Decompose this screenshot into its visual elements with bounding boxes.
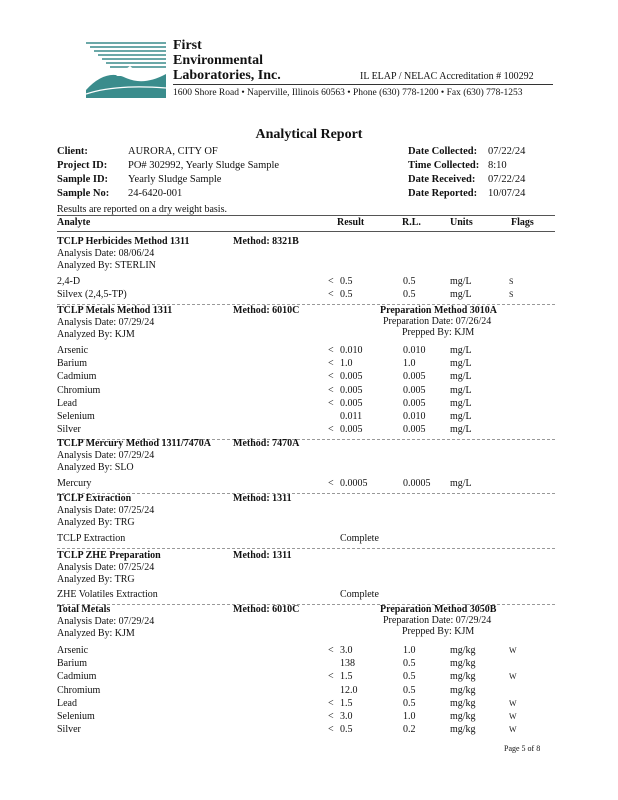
analysis-date: Analysis Date: 07/25/24 [57,505,155,516]
sample-no-label: Sample No: [57,188,110,199]
units: mg/kg [450,711,476,722]
section-method: Method: 6010C [233,305,300,316]
units: mg/kg [450,658,476,670]
company-name-line1: First [173,38,202,53]
result-qualifier: < [328,671,334,683]
prep-date: Preparation Date: 07/29/24 [383,615,492,626]
section-divider [57,548,555,549]
reporting-limit: 1.0 [403,645,416,656]
analyte-name: 2,4-D [57,276,81,287]
analyte-name: Arsenic [57,345,89,356]
company-address: 1600 Shore Road • Naperville, Illinois 60563 • Phone (630) 778-1200 • Fax (630) 778-1253 [173,88,523,98]
units: mg/L [450,478,472,489]
prep-method: Preparation Method 3050B [380,604,497,615]
analysis-date: Analysis Date: 07/29/24 [57,616,155,627]
units: mg/L [450,424,472,436]
units: mg/L [450,371,472,383]
reporting-limit: 0.005 [403,424,426,436]
section-method: Method: 1311 [233,493,292,504]
client-label: Client: [57,146,88,157]
result-qualifier: < [328,276,334,287]
analyzed-by: Analyzed By: TRG [57,517,135,528]
result-value: 0.5 [340,724,353,736]
sample-id-value: Yearly Sludge Sample [128,174,222,185]
result-value: 0.011 [340,411,363,422]
result-value: 0.005 [340,371,363,383]
units: mg/L [450,289,472,301]
date-collected-value: 07/22/24 [488,146,526,157]
column-header [57,217,555,230]
flag: W [509,646,517,655]
accreditation: IL ELAP / NELAC Accreditation # 100292 [360,71,534,82]
company-logo [86,40,168,98]
section-title: TCLP Metals Method 1311 [57,305,173,316]
units: mg/L [450,345,472,356]
result-value: 138 [340,658,355,670]
analyte-name: Silver [57,724,81,736]
analyzed-by: Analyzed By: KJM [57,329,135,340]
flag: W [509,712,517,721]
project-id-value: PO# 302992, Yearly Sludge Sample [128,160,280,171]
units: mg/L [450,411,472,422]
result-qualifier: < [328,397,334,409]
section-divider [57,493,555,494]
prepped-by: Prepped By: KJM [402,327,475,338]
analyte-name: Cadmium [57,371,97,383]
result-qualifier: < [328,711,334,722]
project-id-label: Project ID: [57,160,108,171]
prep-date: Preparation Date: 07/26/24 [383,316,492,327]
col-rl: R.L. [402,217,421,228]
reporting-limit: 0.010 [403,411,426,422]
section-title: TCLP ZHE Preparation [57,550,161,561]
flag: W [509,672,517,682]
reporting-limit: 0.5 [403,658,416,670]
date-received-value: 07/22/24 [488,174,526,185]
units: mg/L [450,358,472,370]
analyte-name: Lead [57,697,77,709]
units: mg/kg [450,697,476,709]
analysis-date: Analysis Date: 07/29/24 [57,317,155,328]
page-number: Page 5 of 8 [504,744,541,753]
company-name-line2: Environmental [173,53,263,68]
units: mg/kg [450,724,476,736]
date-collected-label: Date Collected: [408,146,478,157]
section-title: TCLP Mercury Method 1311/7470A [57,438,211,449]
analyzed-by: Analyzed By: STERLIN [57,260,156,271]
col-units: Units [450,217,473,228]
flag: W [509,698,517,708]
result-value: 0.005 [340,397,363,409]
section-method: Method: 1311 [233,550,292,561]
section-method: Method: 8321B [233,236,299,247]
units: mg/L [450,276,472,287]
result-value: 1.0 [340,358,353,370]
result-value: 0.5 [340,276,353,287]
result-qualifier: < [328,697,334,709]
result-qualifier: < [328,371,334,383]
section-title: TCLP Herbicides Method 1311 [57,236,190,247]
reporting-limit: 0.5 [403,289,416,301]
reporting-limit: 0.5 [403,697,416,709]
result-value: 1.5 [340,697,353,709]
section-title: Total Metals [57,604,111,615]
analyte-name: Silvex (2,4,5-TP) [57,289,127,301]
result-value: 0.010 [340,345,363,356]
result-value: 1.5 [340,671,353,683]
analyte-name: Chromium [57,384,101,396]
col-analyte: Analyte [57,217,91,228]
prepped-by: Prepped By: KJM [402,626,475,637]
section-method: Method: 7470A [233,438,300,449]
units: mg/L [450,397,472,409]
result-qualifier: < [328,724,334,736]
result-value: 0.005 [340,424,363,436]
analyte-name: TCLP Extraction [57,533,126,544]
result-qualifier: < [328,478,334,489]
date-received-label: Date Received: [408,174,476,185]
result-value: 0.5 [340,289,353,301]
reporting-limit: 0.005 [403,397,426,409]
date-reported-value: 10/07/24 [488,188,526,199]
analysis-date: Analysis Date: 07/25/24 [57,562,155,573]
result-qualifier: < [328,289,334,301]
section-title: TCLP Extraction [57,493,132,504]
time-collected-value: 8:10 [488,160,507,171]
flag: W [509,725,517,735]
units: mg/kg [450,645,476,656]
result-value: 0.005 [340,384,363,396]
reporting-limit: 1.0 [403,358,416,370]
basis-note: Results are reported on a dry weight basis. [57,204,227,215]
reporting-limit: 0.0005 [403,478,431,489]
units: mg/kg [450,671,476,683]
analyte-name: ZHE Volatiles Extraction [57,589,158,600]
prep-method: Preparation Method 3010A [380,305,498,316]
sample-id-label: Sample ID: [57,174,109,185]
analyzed-by: Analyzed By: TRG [57,574,135,585]
analyte-name: Barium [57,658,87,670]
analyte-name: Selenium [57,711,95,722]
result-value: 0.0005 [340,478,368,489]
reporting-limit: 0.5 [403,276,416,287]
analyte-name: Mercury [57,478,92,489]
reporting-limit: 0.005 [403,384,426,396]
analyte-name: Selenium [57,411,95,422]
col-flags: Flags [511,217,534,228]
company-name-line3: Laboratories, Inc. [173,68,281,83]
flag: S [509,277,514,286]
time-collected-label: Time Collected: [408,160,480,171]
reporting-limit: 0.5 [403,671,416,683]
result-value: 12.0 [340,684,358,696]
report-title: Analytical Report [255,127,363,142]
result-qualifier: < [328,384,334,396]
result-qualifier: < [328,358,334,370]
result-value: 3.0 [340,645,353,656]
result-qualifier: < [328,645,334,656]
reporting-limit: 0.005 [403,371,426,383]
analyte-name: Chromium [57,684,101,696]
col-result: Result [337,217,365,228]
analyzed-by: Analyzed By: SLO [57,462,134,473]
result-qualifier: < [328,424,334,436]
result-value: 3.0 [340,711,353,722]
flag: S [509,290,514,300]
analyte-name: Barium [57,358,87,370]
result-value: Complete [340,589,379,600]
result-value: Complete [340,533,379,544]
reporting-limit: 0.2 [403,724,416,736]
client-value: AURORA, CITY OF [128,146,218,157]
result-qualifier: < [328,345,334,356]
units: mg/L [450,384,472,396]
analyte-name: Cadmium [57,671,97,683]
reporting-limit: 0.010 [403,345,426,356]
reporting-limit: 1.0 [403,711,416,722]
analyte-name: Silver [57,424,81,436]
reporting-limit: 0.5 [403,684,416,696]
section-method: Method: 6010C [233,604,300,615]
sample-no-value: 24-6420-001 [128,188,183,199]
analyte-name: Arsenic [57,645,89,656]
analysis-date: Analysis Date: 08/06/24 [57,248,155,259]
units: mg/kg [450,684,476,696]
analysis-date: Analysis Date: 07/29/24 [57,450,155,461]
analyte-name: Lead [57,397,77,409]
analyzed-by: Analyzed By: KJM [57,628,135,639]
date-reported-label: Date Reported: [408,188,478,199]
